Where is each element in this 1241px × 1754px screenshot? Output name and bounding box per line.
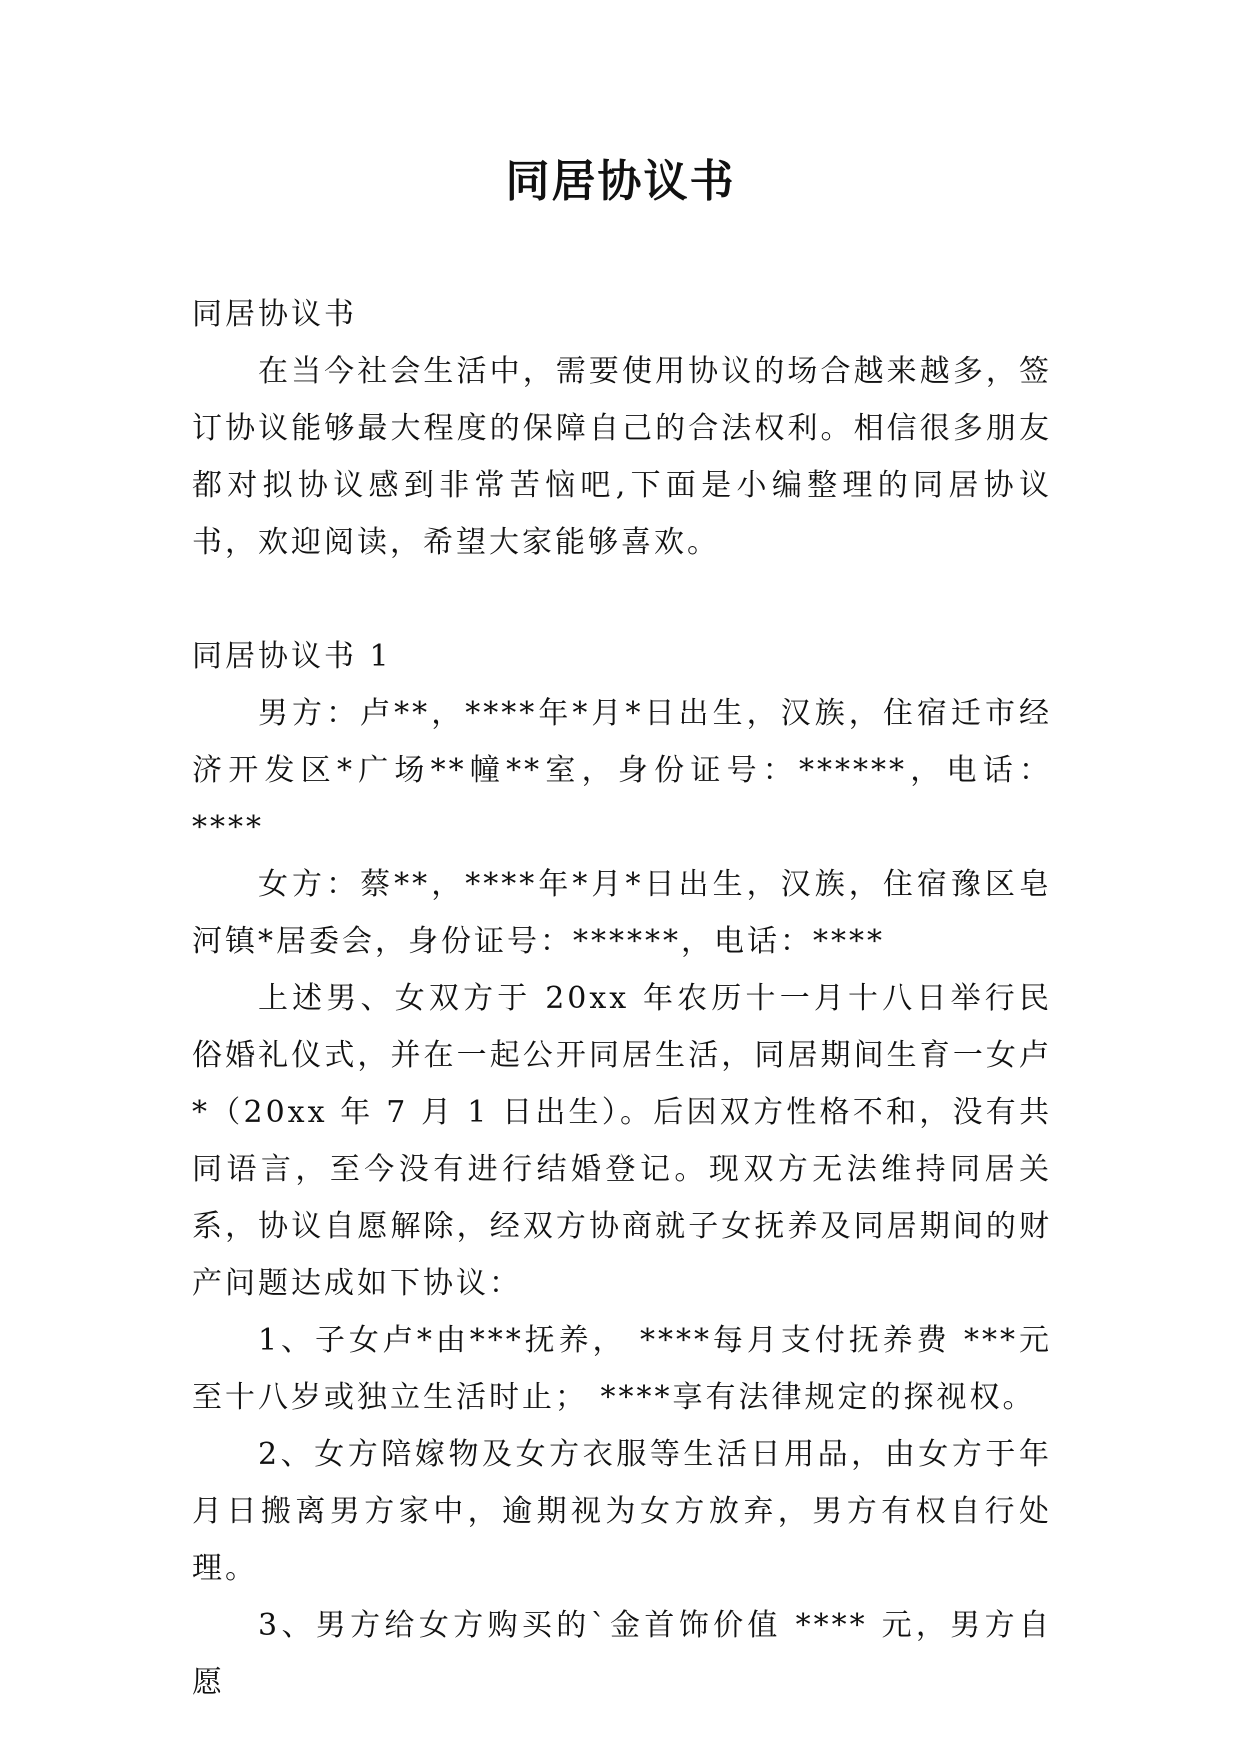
document-title: 同居协议书 [505,156,736,207]
intro-paragraph: 在当今社会生活中，需要使用协议的场合越来越多，签订协议能够最大程度的保障自己的合法权利。相信很多朋友都对拟协议感到非常苦恼吧,下面是小编整理的同居协议书，欢迎阅读，希望大家能够喜欢。 [192,354,1052,560]
agreement-1-heading: 同居协议书 1 [192,639,392,674]
document-body [192,286,1052,1711]
clause-1-paragraph: 1、子女卢*由***抚养， ****每月支付抚养费 ***元至十八岁或独立生活时止； ****享有法律规定的探视权。 [192,1323,1052,1415]
female-party-paragraph: 女方：蔡**，****年*月*日出生，汉族，住宿豫区皂河镇*居委会，身份证号：******，电话：**** [192,867,1052,959]
intro-heading: 同居协议书 [192,297,357,332]
clause-3-paragraph: 3、男方给女方购买的`金首饰价值 **** 元，男方自愿 [192,1608,1052,1700]
clause-2-paragraph: 2、女方陪嫁物及女方衣服等生活日用品，由女方于年月日搬离男方家中，逾期视为女方放弃，男方有权自行处理。 [192,1437,1052,1586]
background-paragraph: 上述男、女双方于 20xx 年农历十一月十八日举行民俗婚礼仪式，并在一起公开同居生活，同居期间生育一女卢*（20xx 年 7 月 1 日出生）。后因双方性格不和，没有共同语言，至今没有进行结婚登记。现双方无法维持同居关系，协议自愿解除，经双方协商就子女抚养及同居期间的财产问题达成如下协议： [192,981,1052,1301]
male-party-paragraph: 男方：卢**，****年*月*日出生，汉族，住宿迁市经济开发区*广场**幢**室，身份证号：******，电话：**** [192,696,1052,845]
